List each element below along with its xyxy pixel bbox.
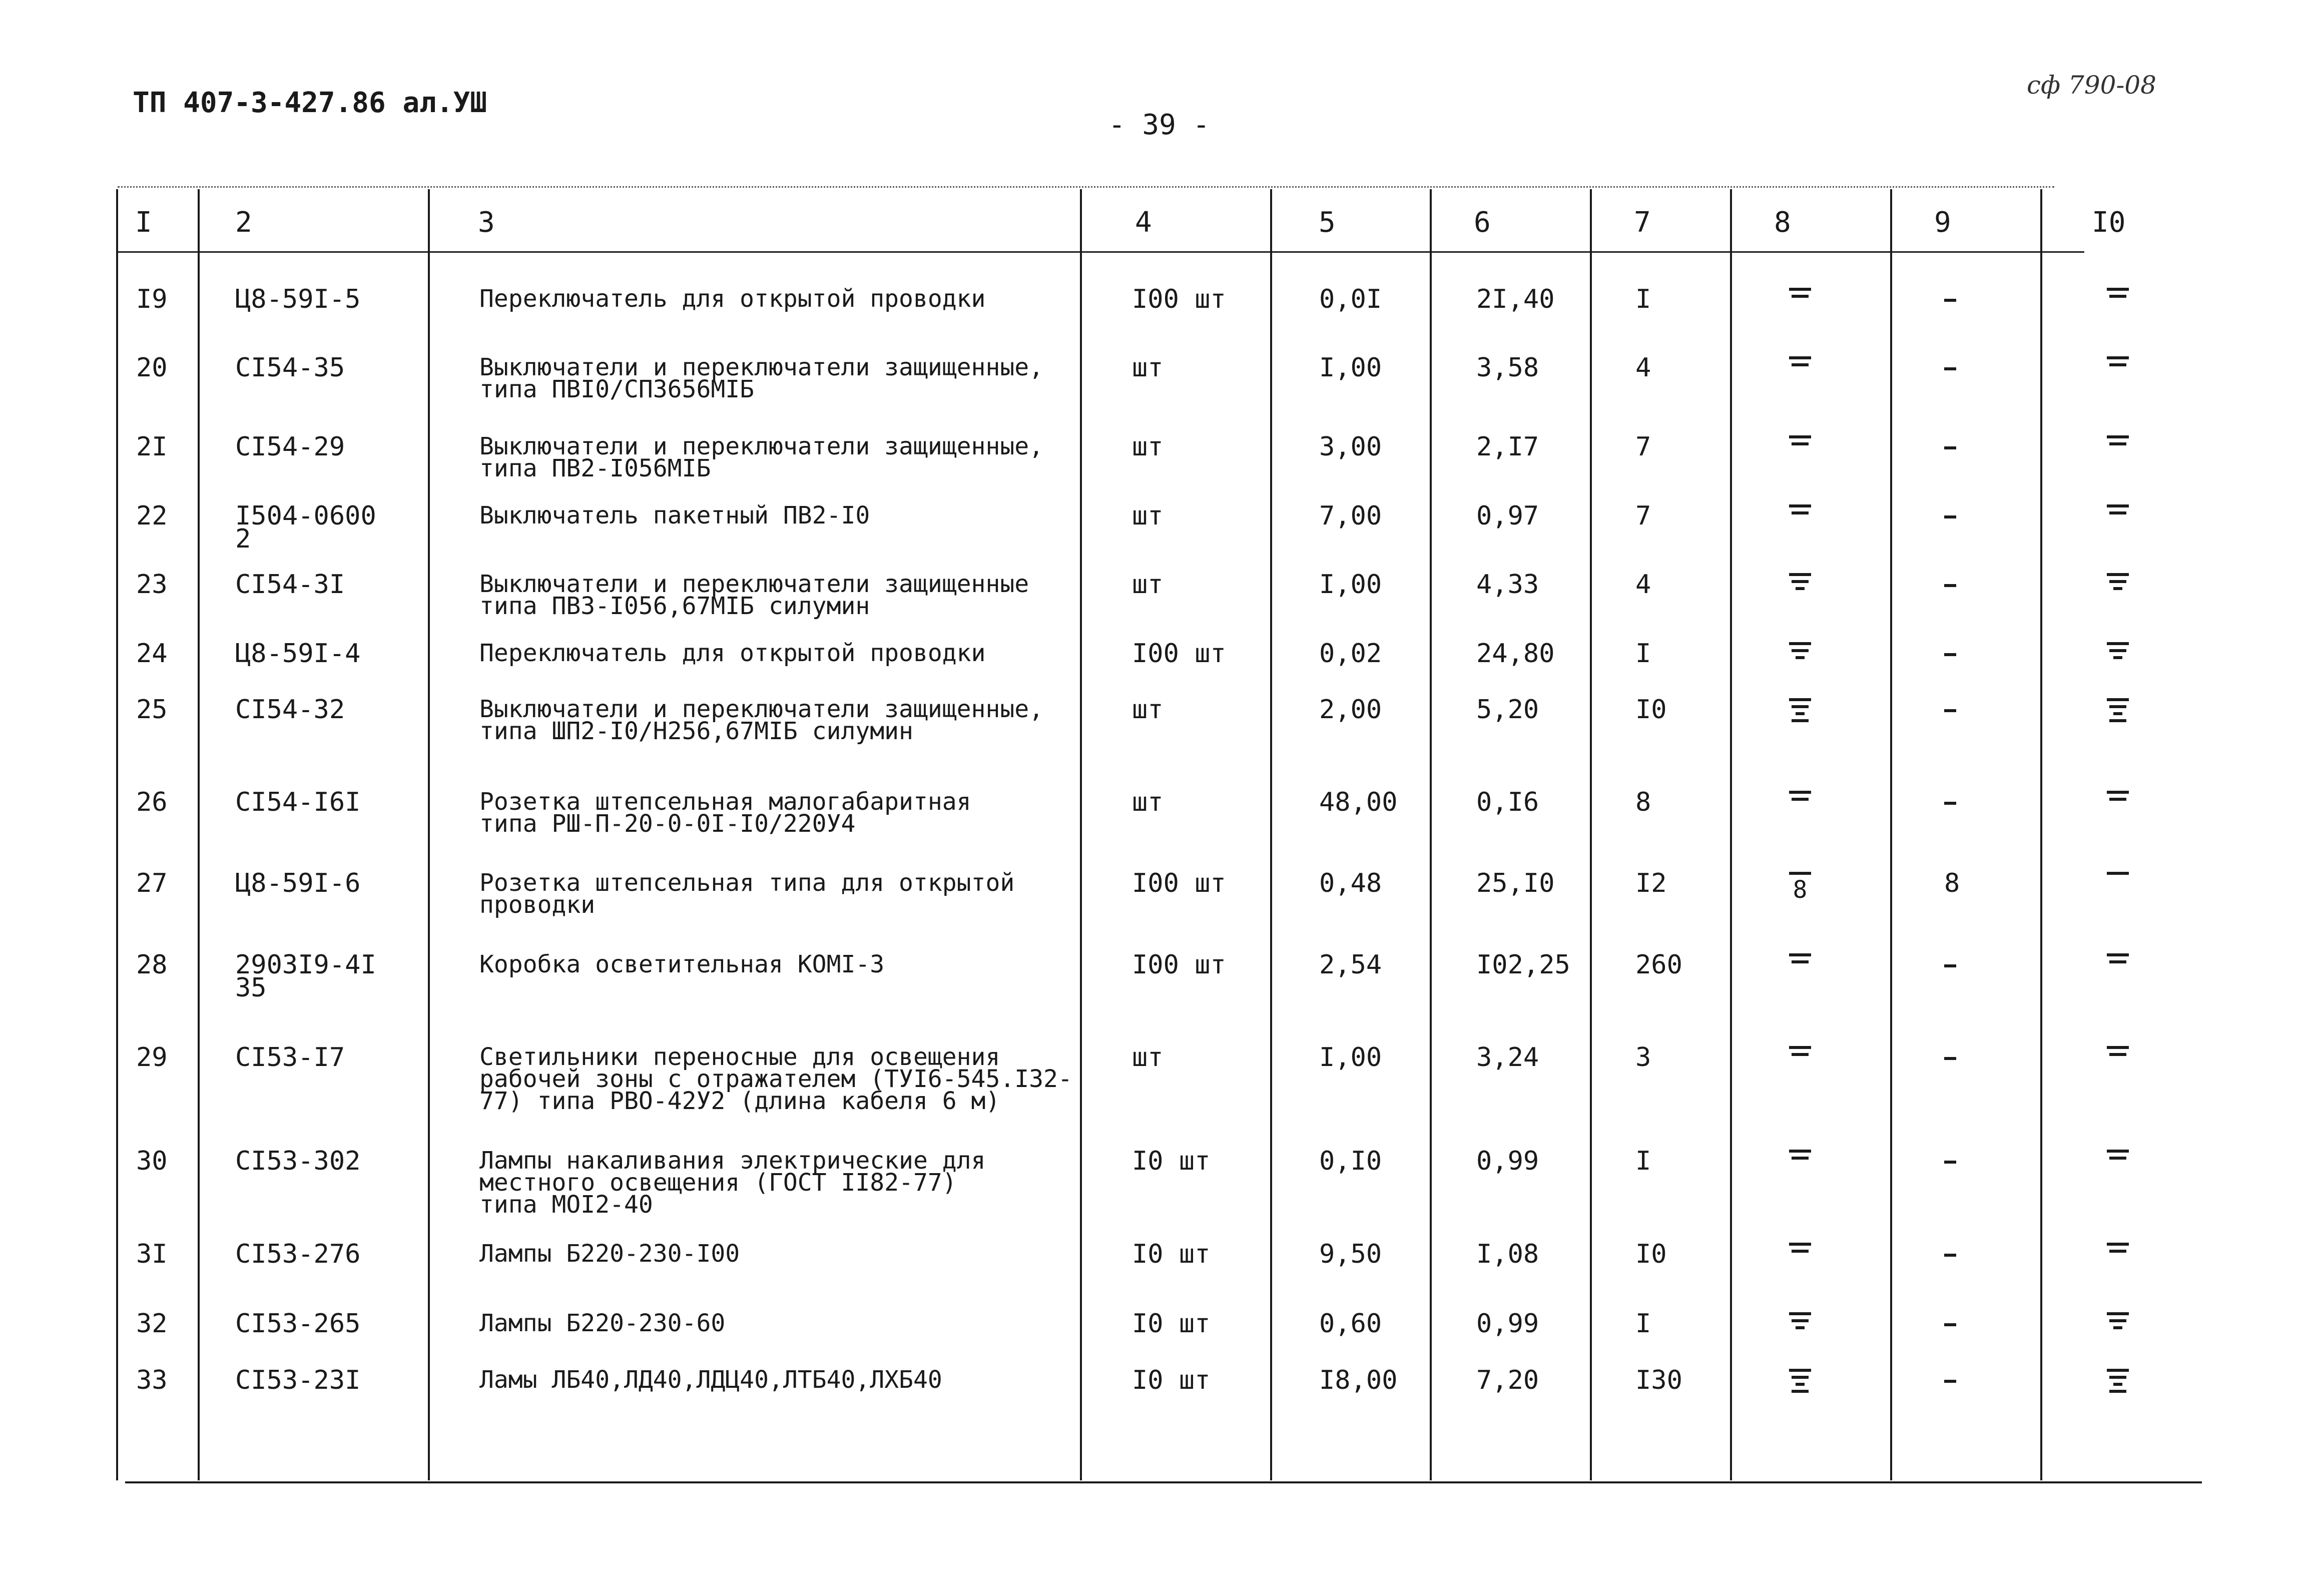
column-7-value: I0 — [1635, 695, 1667, 725]
column-9-dash — [1944, 1057, 1956, 1060]
item-name-line: Выключатели и переключатели защищенные, — [479, 432, 1044, 460]
column-header: 3 — [478, 206, 495, 239]
column-8-marks — [1789, 791, 1811, 801]
document-code: ТП 407-3-427.86 ал.УШ — [133, 87, 487, 119]
column-9-dash — [1944, 709, 1956, 712]
item-name — [479, 570, 1029, 620]
item-name-line: типа ПВ2-I056МIБ — [479, 454, 711, 482]
column-8-marks — [1789, 1243, 1811, 1253]
column-10-marks — [2107, 288, 2129, 298]
price: 25,I0 — [1476, 868, 1555, 898]
column-9-dash — [1944, 1323, 1956, 1326]
column-9-dash — [1944, 1161, 1956, 1164]
item-name — [479, 695, 1044, 745]
column-8-marks — [1789, 573, 1811, 590]
item-name — [479, 1309, 726, 1337]
column-8-marks — [1789, 953, 1811, 963]
price: 5,20 — [1476, 695, 1539, 725]
dash-mark — [1789, 642, 1811, 645]
column-9-dash — [1944, 299, 1956, 302]
dash-mark — [1792, 719, 1809, 722]
item-name — [479, 639, 986, 667]
column-8-marks — [1789, 698, 1811, 722]
table-bottom-rule — [125, 1481, 2202, 1483]
unit: шт — [1132, 353, 1164, 383]
unit: I0 шт — [1132, 1146, 1211, 1176]
price: 0,99 — [1476, 1309, 1539, 1339]
item-code: I504-0600 2 — [235, 501, 376, 554]
item-code: CI53-I7 — [235, 1042, 345, 1073]
column-8-marks — [1789, 642, 1811, 659]
item-name-line: Лампы Б220-230-60 — [479, 1309, 726, 1337]
dash-mark — [2109, 798, 2126, 801]
unit: шт — [1132, 570, 1164, 600]
column-8-marks — [1789, 1150, 1811, 1160]
column-10-marks — [2107, 1243, 2129, 1253]
item-name-line: Светильники переносные для освещения — [479, 1043, 1000, 1071]
dash-mark — [1792, 1053, 1809, 1056]
column-8-marks — [1789, 1046, 1811, 1056]
dash-mark — [1796, 587, 1805, 590]
dash-mark — [1944, 802, 1956, 805]
item-name — [479, 1043, 1072, 1115]
dash-mark — [1792, 1319, 1809, 1322]
dash-mark — [1796, 1383, 1805, 1386]
column-header: 7 — [1634, 206, 1651, 239]
price: 2,I7 — [1476, 432, 1539, 462]
dash-mark — [2109, 580, 2126, 583]
quantity: 48,00 — [1319, 787, 1398, 817]
dash-mark — [1792, 705, 1809, 708]
row-number: 25 — [136, 695, 168, 725]
dash-mark — [1944, 653, 1956, 656]
item-code: CI53-302 — [235, 1146, 361, 1176]
column-8-marks — [1789, 435, 1811, 445]
dash-mark — [1944, 1323, 1956, 1326]
dash-mark — [1796, 656, 1805, 659]
dash-mark — [2109, 960, 2126, 963]
unit: I0 шт — [1132, 1365, 1211, 1395]
dash-mark — [2107, 288, 2129, 291]
column-10-marks — [2107, 356, 2129, 366]
dash-mark — [2109, 1390, 2126, 1393]
price: 0,I6 — [1476, 787, 1539, 817]
unit: I0 шт — [1132, 1309, 1211, 1339]
quantity: 7,00 — [1319, 501, 1382, 531]
quantity: I,00 — [1319, 353, 1382, 383]
item-code: CI54-35 — [235, 353, 345, 383]
column-10-marks — [2107, 1312, 2129, 1329]
row-number: 28 — [136, 950, 168, 980]
col-rule-3 — [1080, 189, 1082, 1480]
dash-mark — [1792, 1157, 1809, 1160]
dash-mark — [2109, 442, 2126, 445]
dash-mark — [1792, 295, 1809, 298]
unit: I00 шт — [1132, 950, 1226, 980]
dash-mark — [2113, 587, 2122, 590]
dash-mark — [1944, 1254, 1956, 1257]
dash-mark — [1792, 511, 1809, 514]
column-7-value: 4 — [1635, 353, 1651, 383]
dash-mark — [2109, 1053, 2126, 1056]
dash-mark — [1789, 1312, 1811, 1315]
quantity: 9,50 — [1319, 1239, 1382, 1269]
column-10-marks — [2107, 1046, 2129, 1056]
unit: I00 шт — [1132, 639, 1226, 669]
dash-mark — [1944, 515, 1956, 518]
item-name — [479, 285, 986, 313]
dash-mark — [1944, 1161, 1956, 1164]
item-name-line: Розетка штепсельная типа для открытой — [479, 869, 1015, 897]
dash-mark — [1792, 1376, 1809, 1379]
header-bottom-rule — [118, 251, 2084, 253]
dash-mark — [1792, 798, 1809, 801]
column-7-value: I0 — [1635, 1239, 1667, 1269]
quantity: 2,54 — [1319, 950, 1382, 980]
row-number: 30 — [136, 1146, 168, 1176]
item-name-line: Розетка штепсельная малогабаритная — [479, 788, 971, 816]
dash-mark — [2109, 1319, 2126, 1322]
row-number: 33 — [136, 1365, 168, 1395]
column-header: 9 — [1934, 206, 1951, 239]
item-name-line: Ламы ЛБ40,ЛД40,ЛДЦ40,ЛТБ40,ЛХБ40 — [479, 1366, 942, 1394]
item-name-line: типа РШ-П-20-0-0I-I0/220У4 — [479, 810, 856, 838]
dash-mark — [1792, 442, 1809, 445]
quantity: 2,00 — [1319, 695, 1382, 725]
dash-mark — [2107, 1312, 2129, 1315]
item-name-line: Выключатели и переключатели защищенные, — [479, 353, 1044, 381]
dash-mark — [2107, 642, 2129, 645]
dash-mark — [1789, 1046, 1811, 1049]
column-header: 8 — [1774, 206, 1791, 239]
column-7-value: 260 — [1635, 950, 1682, 980]
sheet-reference: сф 790-08 — [2027, 71, 2156, 100]
unit: I00 шт — [1132, 868, 1226, 898]
quantity: 0,60 — [1319, 1309, 1382, 1339]
dash-mark — [2107, 872, 2129, 875]
column-7-value: 7 — [1635, 432, 1651, 462]
dash-mark — [1796, 1326, 1805, 1329]
dash-mark — [2107, 791, 2129, 794]
dash-mark — [2107, 1243, 2129, 1246]
item-name-line: Переключатель для открытой проводки — [479, 285, 986, 313]
column-10-marks — [2107, 504, 2129, 514]
item-name-line: 77) типа РВО-42У2 (длина кабеля 6 м) — [479, 1087, 1000, 1115]
table-top-rule — [118, 186, 2054, 188]
column-7-value: I30 — [1635, 1365, 1682, 1395]
row-number: 29 — [136, 1042, 168, 1073]
dash-mark — [2107, 356, 2129, 359]
column-header: 6 — [1474, 206, 1491, 239]
dash-mark — [1792, 580, 1809, 583]
price: 3,24 — [1476, 1042, 1539, 1073]
column-7-value: I — [1635, 284, 1651, 314]
unit: шт — [1132, 432, 1164, 462]
column-10-marks — [2107, 953, 2129, 963]
column-10-marks — [2107, 435, 2129, 445]
item-name — [479, 1240, 740, 1268]
dash-mark — [1944, 299, 1956, 302]
column-7-value: 8 — [1635, 787, 1651, 817]
column-10-marks — [2107, 642, 2129, 659]
item-name-line: Коробка осветительная КОМI-3 — [479, 950, 885, 978]
quantity: I8,00 — [1319, 1365, 1398, 1395]
col-rule-2 — [428, 189, 430, 1480]
column-7-value: 3 — [1635, 1042, 1651, 1073]
column-9-dash — [1944, 653, 1956, 656]
column-9-dash — [1944, 1254, 1956, 1257]
dash-mark — [1796, 712, 1805, 715]
column-10-marks — [2107, 1369, 2129, 1393]
row-number: 2I — [136, 432, 168, 462]
dash-mark — [2109, 719, 2126, 722]
column-7-value: I — [1635, 639, 1651, 669]
dash-mark — [1792, 960, 1809, 963]
price: 3,58 — [1476, 353, 1539, 383]
col-rule-4 — [1270, 189, 1272, 1480]
quantity: 0,0I — [1319, 284, 1382, 314]
column-7-value: I — [1635, 1146, 1651, 1176]
dash-mark — [1944, 1057, 1956, 1060]
row-number: 24 — [136, 639, 168, 669]
dash-mark — [2113, 1326, 2122, 1329]
column-7-value: 7 — [1635, 501, 1651, 531]
column-10-marks — [2107, 1150, 2129, 1160]
dash-mark — [2107, 435, 2129, 438]
row-number: 32 — [136, 1309, 168, 1339]
col-rule-5 — [1430, 189, 1432, 1480]
dash-mark — [1792, 649, 1809, 652]
dash-mark — [2109, 363, 2126, 366]
item-name — [479, 950, 885, 978]
dash-mark — [2109, 295, 2126, 298]
item-code: CI54-29 — [235, 432, 345, 462]
column-header: 5 — [1319, 206, 1336, 239]
item-name-line: Лампы Б220-230-I00 — [479, 1240, 740, 1268]
item-code: Ц8-59I-6 — [235, 868, 361, 898]
column-header: 2 — [235, 206, 252, 239]
unit: шт — [1132, 787, 1164, 817]
col-rule-7 — [1730, 189, 1732, 1480]
row-number: I9 — [136, 284, 168, 314]
page-number: - 39 - — [1108, 109, 1210, 141]
item-name-line: рабочей зоны с отражателем (ТУI6-545.I32- — [479, 1065, 1072, 1093]
item-name-line: типа ШП2-I0/Н256,67МIБ силумин — [479, 717, 913, 745]
quantity: 0,02 — [1319, 639, 1382, 669]
dash-mark — [2107, 504, 2129, 507]
item-name-line: Выключатель пакетный ПВ2-I0 — [479, 501, 870, 529]
dash-mark — [2113, 656, 2122, 659]
dash-mark — [2109, 705, 2126, 708]
column-8-marks — [1789, 288, 1811, 298]
column-7-value: I — [1635, 1309, 1651, 1339]
column-8-marks — [1789, 872, 1811, 904]
unit: шт — [1132, 501, 1164, 531]
item-name-line: Переключатель для открытой проводки — [479, 639, 986, 667]
col-rule-1 — [198, 189, 200, 1480]
column-9-dash — [1944, 446, 1956, 449]
row-number: 23 — [136, 570, 168, 600]
item-name-line: типа ПВ3-I056,67МIБ силумин — [479, 592, 870, 620]
item-code: CI54-3I — [235, 570, 345, 600]
item-code: Ц8-59I-5 — [235, 284, 361, 314]
column-8-marks — [1789, 504, 1811, 514]
cell-value: 8 — [1793, 876, 1808, 904]
dash-mark — [1789, 356, 1811, 359]
item-code: CI53-276 — [235, 1239, 361, 1269]
dash-mark — [2109, 511, 2126, 514]
item-name-line: Лампы накаливания электрические для — [479, 1147, 986, 1175]
row-number: 20 — [136, 353, 168, 383]
dash-mark — [1944, 367, 1956, 370]
dash-mark — [1792, 363, 1809, 366]
item-code: 2903I9-4I 35 — [235, 950, 376, 1003]
dash-mark — [1789, 1150, 1811, 1153]
price: 7,20 — [1476, 1365, 1539, 1395]
dash-mark — [2109, 1250, 2126, 1253]
quantity: 0,I0 — [1319, 1146, 1382, 1176]
quantity: I,00 — [1319, 1042, 1382, 1073]
column-10-marks — [2107, 573, 2129, 590]
col-rule-0 — [116, 189, 118, 1480]
item-name-line: Выключатели и переключатели защищенные, — [479, 695, 1044, 723]
dash-mark — [2113, 1383, 2122, 1386]
column-9-dash — [1944, 964, 1956, 967]
column-8-marks — [1789, 356, 1811, 366]
column-7-value: I2 — [1635, 868, 1667, 898]
item-code: CI54-I6I — [235, 787, 361, 817]
dash-mark — [1789, 953, 1811, 956]
column-10-marks — [2107, 698, 2129, 722]
dash-mark — [1789, 1243, 1811, 1246]
item-name — [479, 869, 1015, 919]
column-header: I — [135, 206, 152, 239]
row-number: 27 — [136, 868, 168, 898]
item-name — [479, 788, 971, 838]
item-name-line: типа МОI2-40 — [479, 1191, 653, 1219]
dash-mark — [2107, 1150, 2129, 1153]
column-header: 4 — [1135, 206, 1152, 239]
dash-mark — [1944, 1380, 1956, 1383]
dash-mark — [2113, 712, 2122, 715]
quantity: 3,00 — [1319, 432, 1382, 462]
unit: I0 шт — [1132, 1239, 1211, 1269]
price: 4,33 — [1476, 570, 1539, 600]
item-name-line: проводки — [479, 891, 596, 919]
dash-mark — [2107, 573, 2129, 576]
dash-mark — [1789, 698, 1811, 701]
column-header: I0 — [2092, 206, 2126, 239]
item-name-line: Выключатели и переключатели защищенные — [479, 570, 1029, 598]
dash-mark — [1789, 288, 1811, 291]
price: 2I,40 — [1476, 284, 1555, 314]
column-9-dash — [1944, 584, 1956, 587]
dash-mark — [1944, 584, 1956, 587]
price: 0,99 — [1476, 1146, 1539, 1176]
dash-mark — [1944, 709, 1956, 712]
column-7-value: 4 — [1635, 570, 1651, 600]
column-8-marks — [1789, 1369, 1811, 1393]
item-name-line: местного освещения (ГОСТ II82-77) — [479, 1169, 957, 1197]
dash-mark — [2107, 953, 2129, 956]
dash-mark — [1792, 1250, 1809, 1253]
column-9-dash — [1944, 367, 1956, 370]
col-rule-9 — [2040, 189, 2042, 1480]
price: I02,25 — [1476, 950, 1570, 980]
item-code: CI54-32 — [235, 695, 345, 725]
row-number: 26 — [136, 787, 168, 817]
dash-mark — [1789, 1369, 1811, 1372]
col-rule-6 — [1590, 189, 1592, 1480]
row-number: 3I — [136, 1239, 168, 1269]
item-name — [479, 501, 870, 529]
item-name-line: типа ПВI0/СП3656МIБ — [479, 375, 755, 403]
item-code: CI53-265 — [235, 1309, 361, 1339]
dash-mark — [1789, 435, 1811, 438]
dash-mark — [1789, 791, 1811, 794]
item-code: CI53-23I — [235, 1365, 361, 1395]
quantity: I,00 — [1319, 570, 1382, 600]
dash-mark — [2107, 698, 2129, 701]
dash-mark — [2107, 1046, 2129, 1049]
item-code: Ц8-59I-4 — [235, 639, 361, 669]
dash-mark — [2107, 1369, 2129, 1372]
column-9-dash — [1944, 1380, 1956, 1383]
dash-mark — [1792, 1390, 1809, 1393]
column-9-dash — [1944, 802, 1956, 805]
col-rule-8 — [1890, 189, 1892, 1480]
column-9-value: 8 — [1944, 868, 1960, 898]
column-10-marks — [2107, 791, 2129, 801]
column-10-marks — [2107, 872, 2129, 875]
item-name — [479, 432, 1044, 482]
dash-mark — [1789, 573, 1811, 576]
unit: I00 шт — [1132, 284, 1226, 314]
item-name — [479, 353, 1044, 403]
price: I,08 — [1476, 1239, 1539, 1269]
column-8-marks — [1789, 1312, 1811, 1329]
price: 0,97 — [1476, 501, 1539, 531]
item-name — [479, 1147, 986, 1219]
row-number: 22 — [136, 501, 168, 531]
dash-mark — [1789, 504, 1811, 507]
dash-mark — [2109, 1157, 2126, 1160]
dash-mark — [2109, 1376, 2126, 1379]
dash-mark — [1944, 964, 1956, 967]
dash-mark — [2109, 649, 2126, 652]
quantity: 0,48 — [1319, 868, 1382, 898]
dash-mark — [1789, 872, 1811, 875]
column-9-dash — [1944, 515, 1956, 518]
unit: шт — [1132, 1042, 1164, 1073]
unit: шт — [1132, 695, 1164, 725]
dash-mark — [1944, 446, 1956, 449]
item-name — [479, 1366, 942, 1394]
price: 24,80 — [1476, 639, 1555, 669]
